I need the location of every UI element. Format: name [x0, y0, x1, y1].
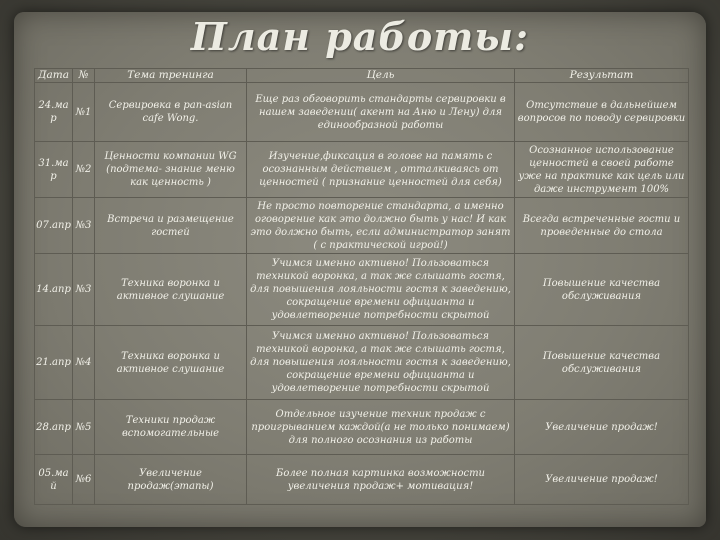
- row-date: 05.май: [35, 455, 73, 505]
- row-number: №3: [73, 198, 95, 254]
- table-row: [35, 142, 689, 198]
- row-date: 21.апр: [35, 326, 73, 400]
- row-topic: Увеличение продаж(этапы): [95, 455, 247, 505]
- row-topic: Сервировка в pan-asian cafe Wong.: [95, 83, 247, 142]
- row-result: Всегда встреченные гости и проведенные до стола: [515, 198, 689, 254]
- row-topic: Техника воронка и активное слушание: [95, 254, 247, 326]
- row-number: №3: [73, 254, 95, 326]
- header-goal: Цель: [247, 69, 515, 83]
- row-result: Осознанное использование ценностей в своей работе уже на практике как цель или даже инструмент 100%: [515, 142, 689, 198]
- row-result: Увеличение продаж!: [515, 455, 689, 505]
- row-number: №6: [73, 455, 95, 505]
- row-goal: Более полная картинка возможности увеличения продаж+ мотивация!: [247, 455, 515, 505]
- table-row: [35, 198, 689, 254]
- row-date: 28.апр: [35, 400, 73, 455]
- row-topic: Техники продаж вспомогательные: [95, 400, 247, 455]
- table-row: [35, 455, 689, 505]
- row-goal: Еще раз обговорить стандарты сервировки в нашем заведении( акент на Аню и Лену) для единообразной работы: [247, 83, 515, 142]
- row-number: №4: [73, 326, 95, 400]
- table-row: [35, 326, 689, 400]
- row-goal: Учимcя именно активно! Пользоваться техникой воронка, а так же слышать гостя, для повышения лояльности гостя к заведению, сокращение времени официанта и удовлетворение потребности скрытой: [247, 254, 515, 326]
- row-goal: Отдельное изучение техник продаж с проигрыванием каждой(а не только понимаем) для полного осознания из работы: [247, 400, 515, 455]
- row-goal: Не просто повторение стандарта, а именно оговорение как это должно быть у нас! И как это должно быть, если администратор занят ( с практической игрой!): [247, 198, 515, 254]
- row-topic: Встреча и размещение гостей: [95, 198, 247, 254]
- row-date: 31.мар: [35, 142, 73, 198]
- row-goal: Учимcя именно активно! Пользоваться техникой воронка, а так же слышать гостя, для повышения лояльности гостя к заведению, сокращение времени официанта и удовлетворение потребности скрытой: [247, 326, 515, 400]
- row-number: №1: [73, 83, 95, 142]
- row-topic: Техника воронка и активное слушание: [95, 326, 247, 400]
- table-row: [35, 254, 689, 326]
- header-date: Дата: [35, 69, 73, 83]
- header-topic: Тема тренинга: [95, 69, 247, 83]
- row-date: 24.мар: [35, 83, 73, 142]
- table-row: [35, 83, 689, 142]
- row-date: 07.апр: [35, 198, 73, 254]
- row-goal: Изучение,фиксация в голове на память с осознанным действием , отталкиваясь от ценностей ( признание ценностей для себя): [247, 142, 515, 198]
- table-row: [35, 400, 689, 455]
- plan-table: [34, 68, 689, 505]
- header-number: №: [73, 69, 95, 83]
- row-date: 14.апр: [35, 254, 73, 326]
- row-number: №5: [73, 400, 95, 455]
- page-title: План работы:: [190, 14, 530, 59]
- row-result: Отсутствие в дальнейшем вопросов по поводу сервировки: [515, 83, 689, 142]
- row-result: Увеличение продаж!: [515, 400, 689, 455]
- row-result: Повышение качества обслуживания: [515, 326, 689, 400]
- row-number: №2: [73, 142, 95, 198]
- table-header-row: [35, 69, 689, 83]
- row-result: Повышение качества обслуживания: [515, 254, 689, 326]
- row-topic: Ценности компании WG (подтема- знание меню как ценность ): [95, 142, 247, 198]
- header-result: Результат: [515, 69, 689, 83]
